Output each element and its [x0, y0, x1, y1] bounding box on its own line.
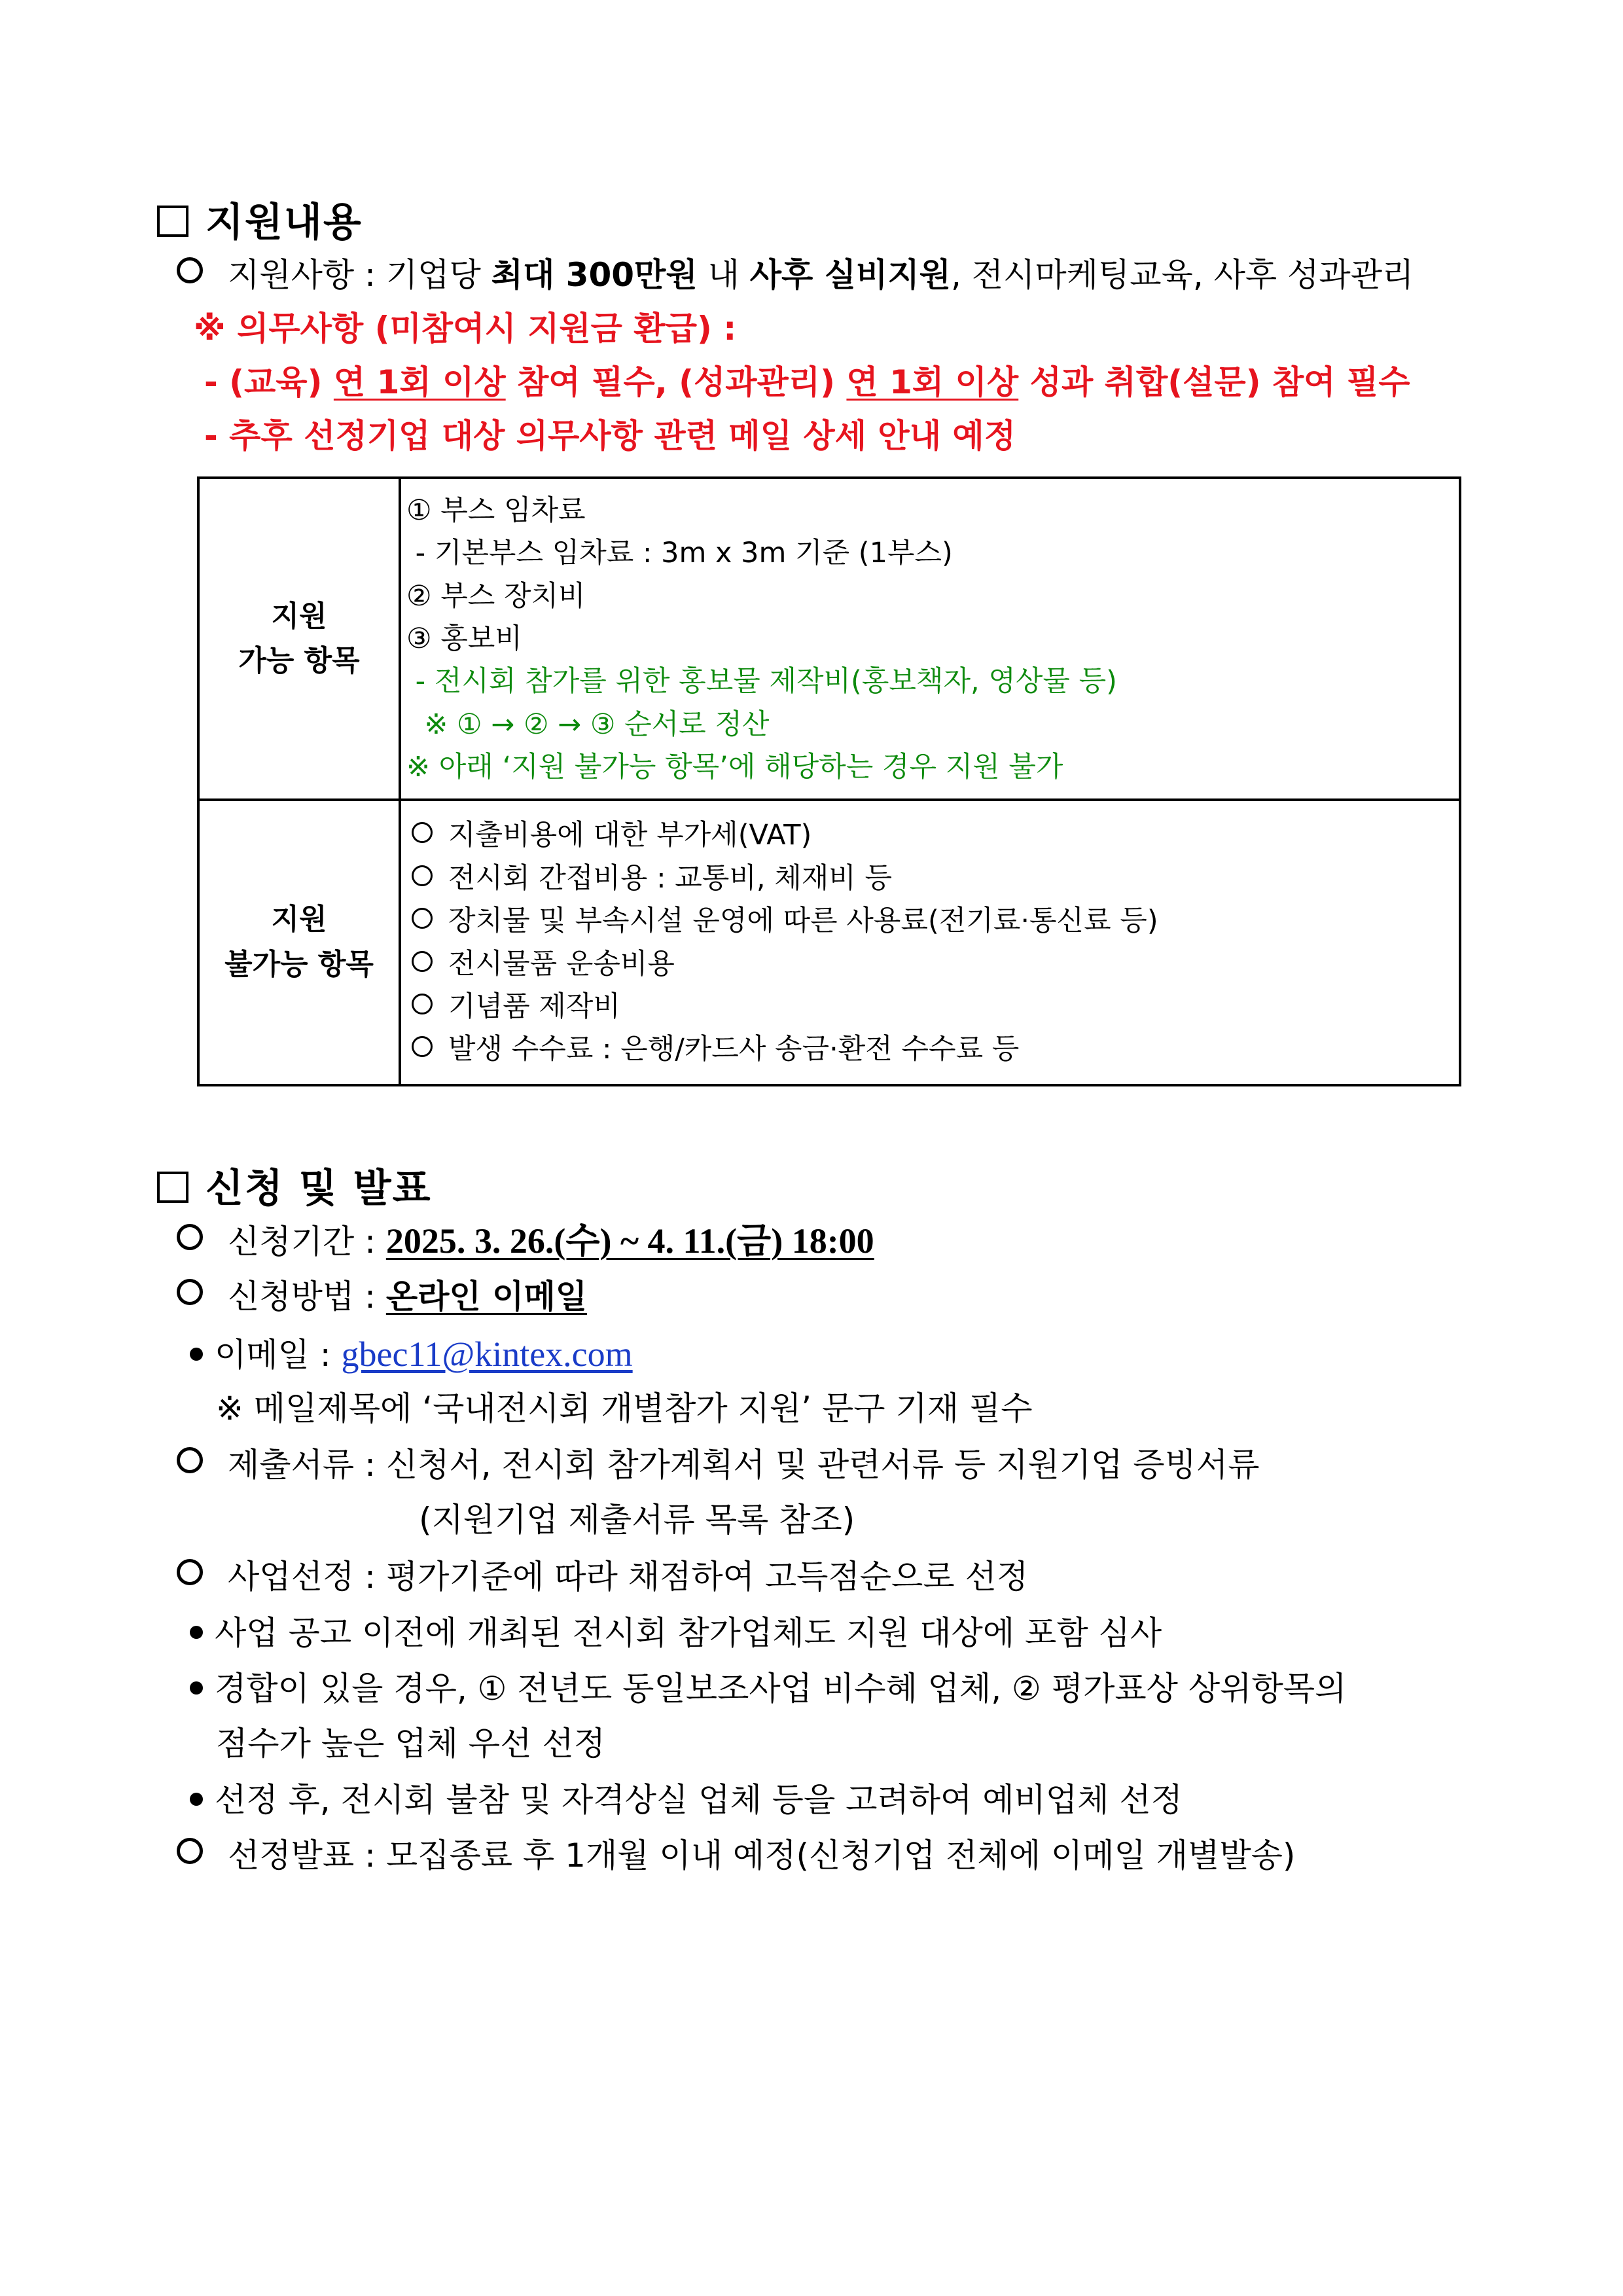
- eligible-item: ② 부스 장치비: [406, 579, 586, 613]
- circle-bullet-icon: [177, 1559, 203, 1585]
- ineligible-items: [400, 800, 1460, 1085]
- documents-line-2: (지원기업 제출서류 목록 참조): [419, 1501, 855, 1539]
- support-items-table: [197, 476, 1461, 1086]
- circle-bullet-icon: [412, 865, 433, 886]
- selection-bullet: 선정 후, 전시회 불참 및 자격상실 업체 등을 고려하여 예비업체 선정: [190, 1780, 1183, 1820]
- checkbox-square-icon: [157, 206, 188, 237]
- circle-bullet-icon: [177, 1447, 203, 1473]
- ineligible-item: 발생 수수료 : 은행/카드사 송금·환전 수수료 등: [406, 1028, 1454, 1071]
- ineligible-item: 장치물 및 부속시설 운영에 따른 사용료(전기료·통신료 등): [406, 900, 1454, 942]
- selection-bullet: 경합이 있을 경우, ① 전년도 동일보조사업 비수혜 업체, ② 평가표상 상위항목의: [190, 1669, 1346, 1708]
- dot-bullet-icon: [190, 1681, 203, 1695]
- circle-bullet-icon: [177, 1838, 203, 1864]
- application-method-line: 신청방법 : 온라인 이메일: [177, 1277, 587, 1316]
- selection-bullet: 사업 공고 이전에 개최된 전시회 참가업체도 지원 대상에 포함 심사: [190, 1613, 1162, 1653]
- obligation-line-2: - 추후 선정기업 대상 의무사항 관련 메일 상세 안내 예정: [204, 417, 1016, 455]
- eligible-item: - 기본부스 임차료 : 3m x 3m 기준 (1부스): [406, 537, 953, 570]
- eligible-note: ※ ① → ② → ③ 순서로 정산: [406, 708, 770, 741]
- email-line: 이메일 : gbec11@kintex.com: [190, 1333, 633, 1376]
- section-heading-support: 지원내용: [157, 191, 363, 247]
- application-period-line: 신청기간 : 2025. 3. 26.(수) ~ 4. 11.(금) 18:00: [177, 1220, 874, 1263]
- eligible-note: - 전시회 참가를 위한 홍보물 제작비(홍보책자, 영상물 등): [406, 665, 1117, 698]
- eligible-item: ③ 홍보비: [406, 622, 522, 656]
- dot-bullet-icon: [190, 1348, 203, 1361]
- announcement-line: 선정발표 : 모집종료 후 1개월 이내 예정(신청기업 전체에 이메일 개별발송): [177, 1836, 1295, 1875]
- section-heading-application: 신청 및 발표: [157, 1157, 432, 1213]
- circle-bullet-icon: [412, 822, 433, 843]
- email-note: ※ 메일제목에 ‘국내전시회 개별참가 지원’ 문구 기재 필수: [216, 1390, 1033, 1427]
- selection-line: 사업선정 : 평가기준에 따라 채점하여 고득점순으로 선정: [177, 1557, 1028, 1596]
- obligation-title: ※ 의무사항 (미참여시 지원금 환급) :: [194, 310, 737, 348]
- documents-line: 제출서류 : 신청서, 전시회 참가계획서 및 관련서류 등 지원기업 증빙서류: [177, 1445, 1260, 1484]
- circle-bullet-icon: [177, 1224, 203, 1250]
- circle-bullet-icon: [412, 994, 433, 1014]
- eligible-note: ※ 아래 ‘지원 불가능 항목’에 해당하는 경우 지원 불가: [406, 751, 1063, 784]
- selection-bullet-cont: 점수가 높은 업체 우선 선정: [216, 1725, 605, 1763]
- ineligible-item: 지출비용에 대한 부가세(VAT): [406, 814, 1454, 857]
- circle-bullet-icon: [177, 1279, 203, 1305]
- circle-bullet-icon: [412, 951, 433, 972]
- dot-bullet-icon: [190, 1793, 203, 1806]
- table-row-eligible: [198, 478, 1460, 800]
- ineligible-label: 지원 불가능 항목: [198, 800, 400, 1085]
- checkbox-square-icon: [157, 1172, 188, 1203]
- eligible-item: ① 부스 임차료: [406, 494, 586, 527]
- circle-bullet-icon: [177, 257, 203, 283]
- ineligible-item: 기념품 제작비: [406, 986, 1454, 1028]
- eligible-items: [400, 478, 1460, 800]
- table-row-ineligible: [198, 800, 1460, 1085]
- ineligible-item: 전시물품 운송비용: [406, 943, 1454, 986]
- circle-bullet-icon: [412, 908, 433, 929]
- dot-bullet-icon: [190, 1626, 203, 1639]
- obligation-line-1: - (교육) 연 1회 이상 참여 필수, (성과관리) 연 1회 이상 성과 취합(설문) 참여 필수: [204, 363, 1410, 401]
- eligible-label: 지원 가능 항목: [198, 478, 400, 800]
- support-item-line: 지원사항 : 기업당 최대 300만원 내 사후 실비지원, 전시마케팅교육, 사후 성과관리: [177, 255, 1414, 295]
- email-link[interactable]: gbec11@kintex.com: [341, 1335, 633, 1374]
- ineligible-item: 전시회 간접비용 : 교통비, 체재비 등: [406, 857, 1454, 900]
- circle-bullet-icon: [412, 1036, 433, 1057]
